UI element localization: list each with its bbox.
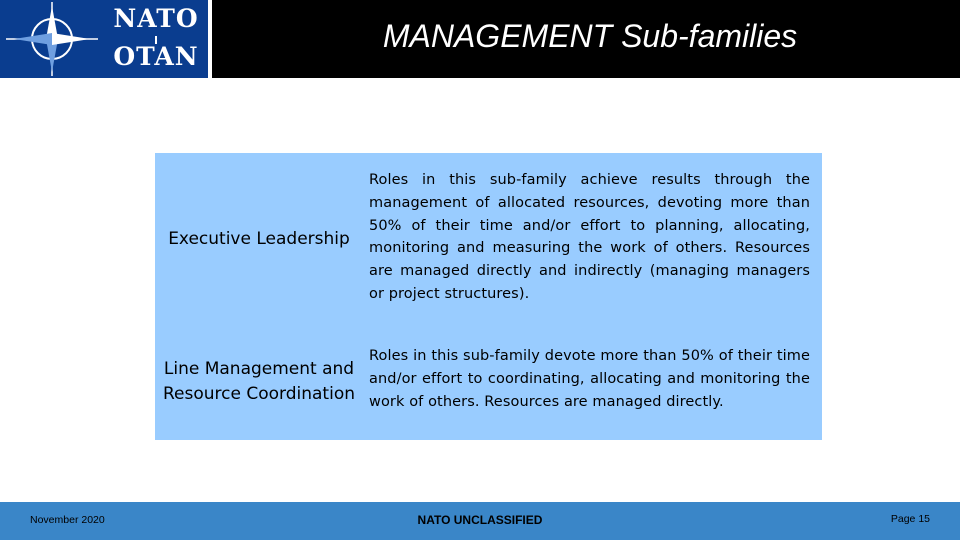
compass-rose-icon	[0, 0, 104, 78]
row-description: Roles in this sub-family devote more than 50% of their time and/or effort to coordinating, allocating and monitoring the work of others. Resources are managed directly.	[369, 348, 810, 410]
header-bar	[0, 0, 960, 78]
nato-logo	[0, 0, 212, 78]
logo-divider	[208, 0, 212, 78]
row-label: Line Management and Resource Coordination	[163, 359, 355, 404]
subfamily-table	[155, 153, 822, 440]
logo-wordmark	[104, 0, 208, 78]
slide-title: MANAGEMENT Sub-families	[382, 18, 798, 54]
footer-date: November 2020	[30, 514, 105, 526]
page-number: Page 15	[890, 513, 930, 525]
footer-bar	[0, 502, 960, 540]
row-description: Roles in this sub-family achieve results through the management of allocated resources, devoting more than 50% of their time and/or effort to planning, allocating, monitoring and measuring the work of others. Resources are managed directly and indirectly (managing managers or project structures).	[369, 172, 810, 302]
table-row	[155, 169, 822, 309]
row-label: Executive Leadership	[168, 228, 350, 249]
table-row	[155, 345, 822, 437]
logo-line-1: NATO	[113, 4, 199, 33]
classification-label: NATO UNCLASSIFIED	[417, 513, 543, 527]
logo-line-2: OTAN	[113, 42, 199, 71]
